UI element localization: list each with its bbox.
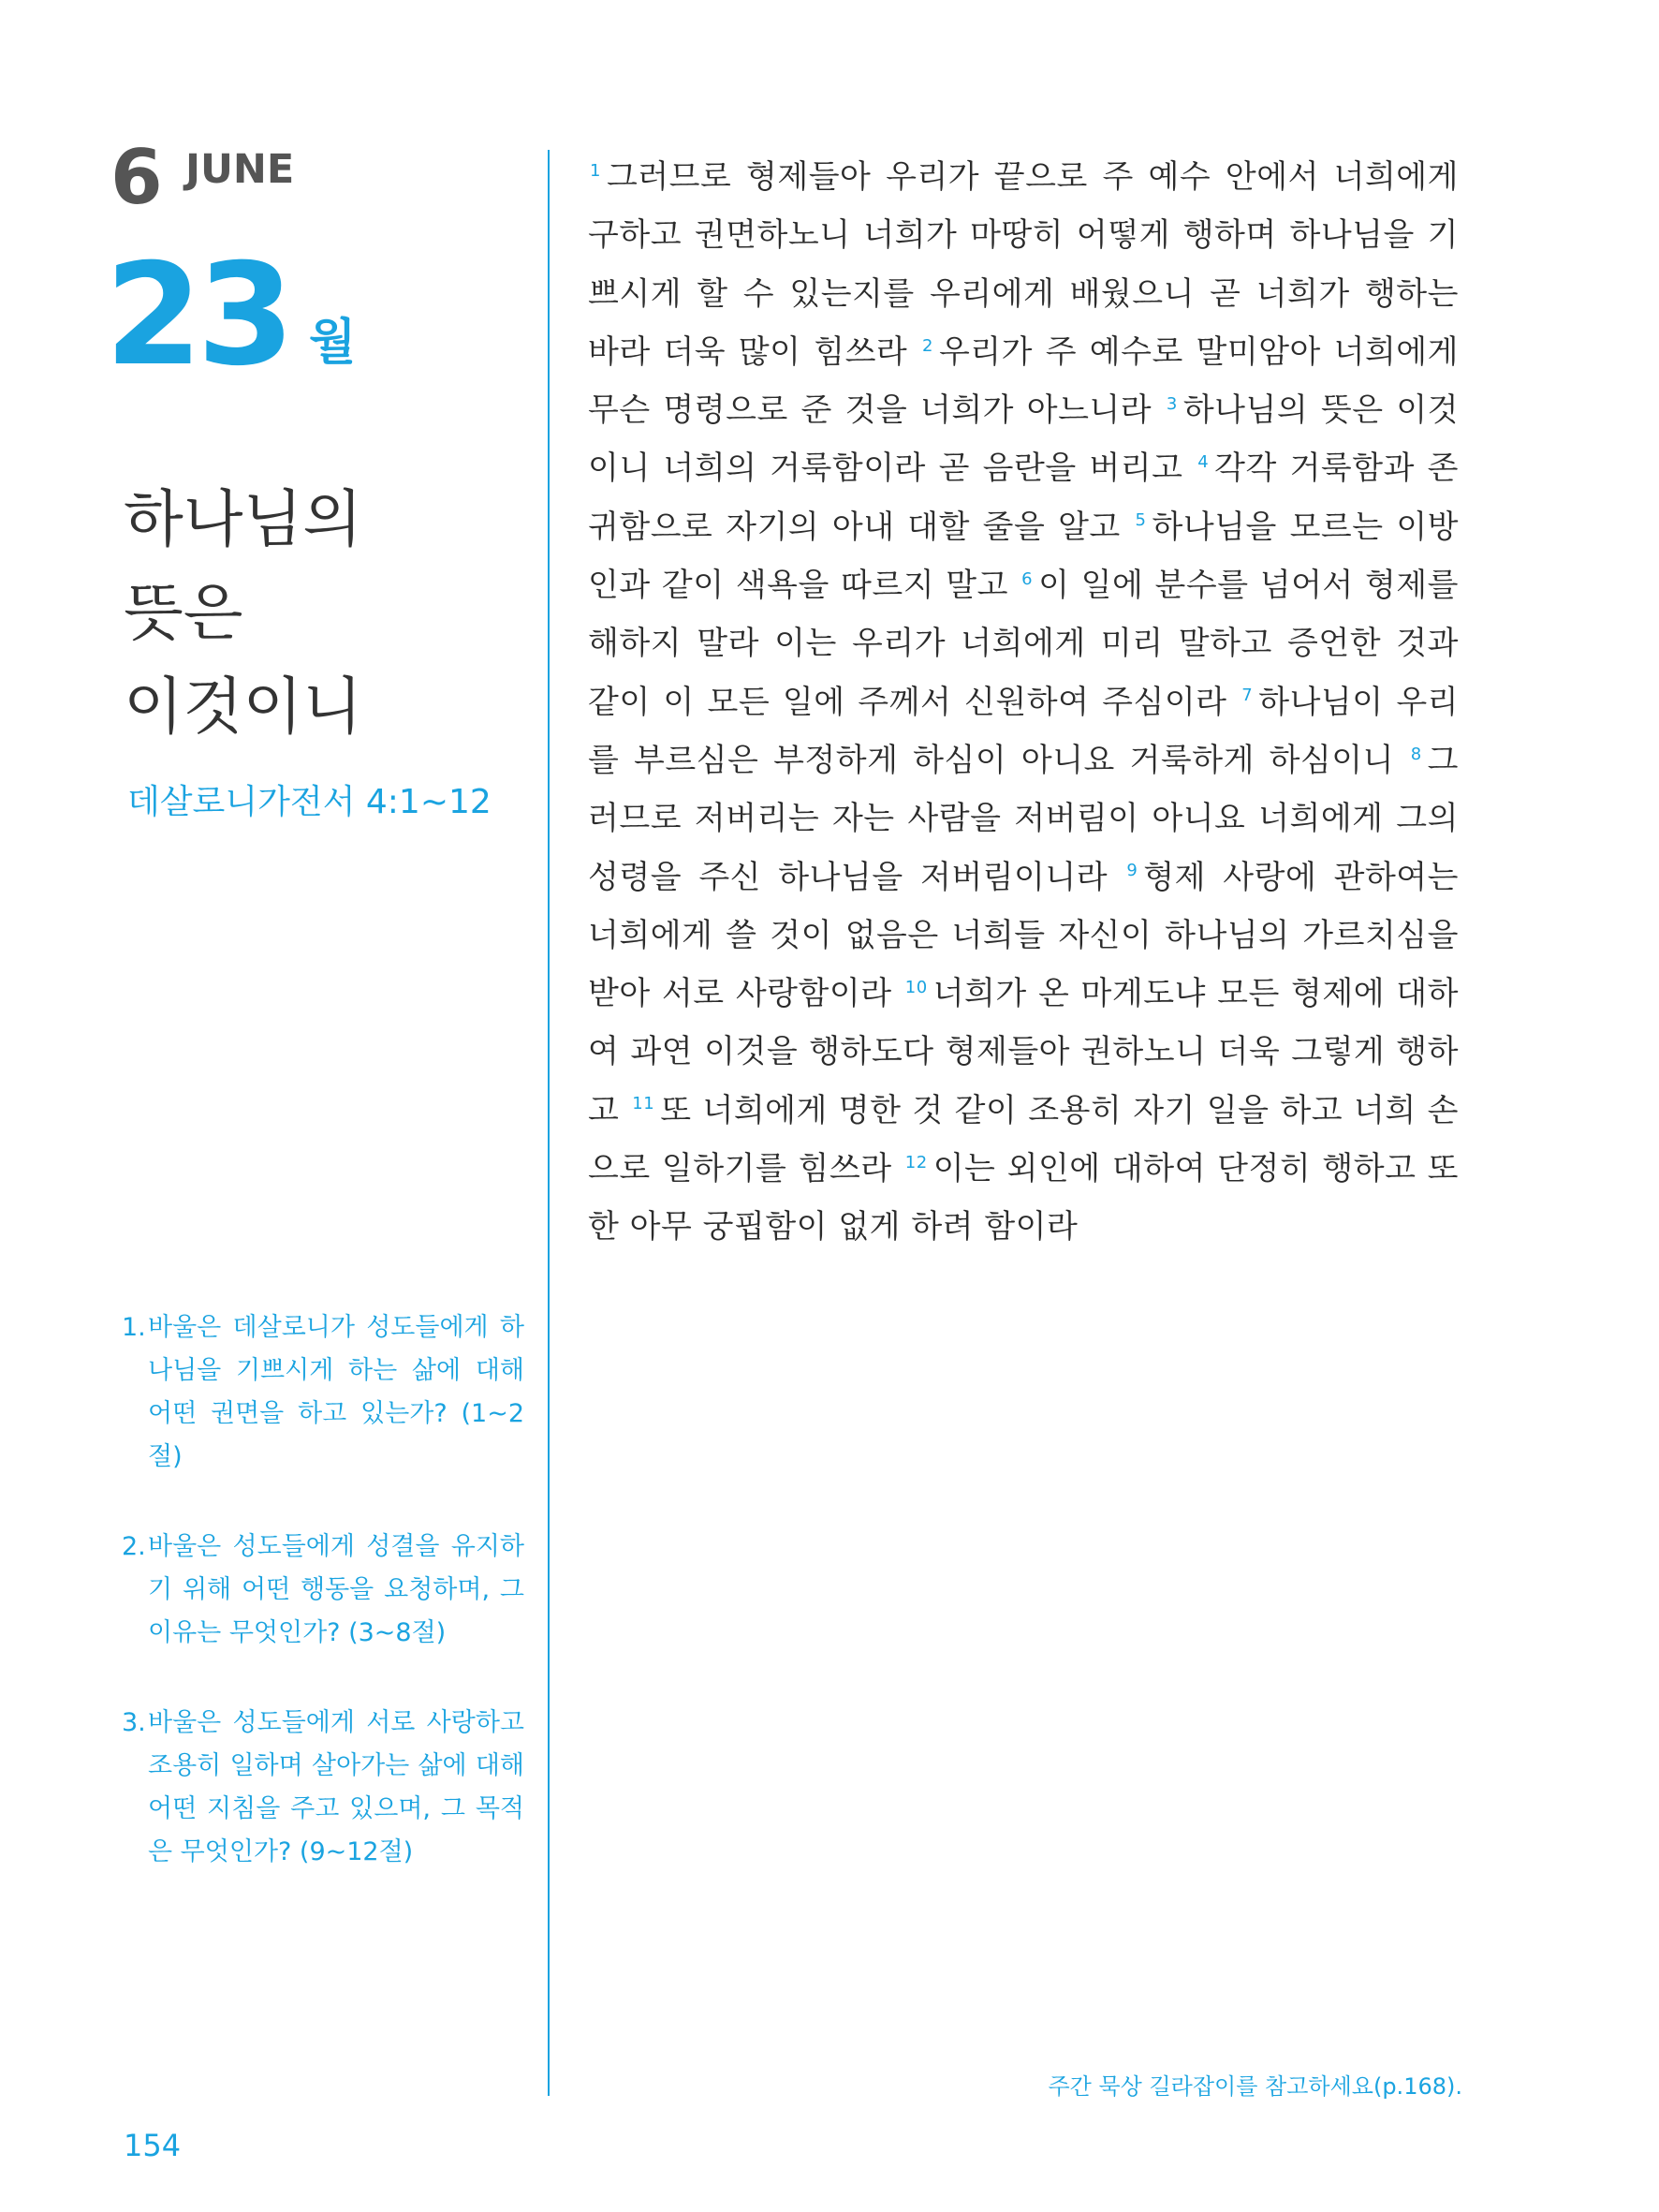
question-list: [122, 1306, 524, 1921]
column-divider: [548, 150, 550, 2096]
day-number: 23: [105, 234, 289, 397]
question-text: 바울은 데살로니가 성도들에게 하나님을 기쁘시게 하는 삶에 대해 어떤 권면을 하고 있는가? (1~2절): [148, 1313, 524, 1471]
verse-text: 또 너희에게 명한 것 같이 조용히 자기 일을 하고 너희 손으로 일하기를 힘쓰라: [588, 1091, 1459, 1188]
scripture-reference: 데살로니가전서 4:1~12: [127, 783, 492, 821]
title-line: 이것이니: [124, 671, 363, 743]
verse-text: 이는 외인에 대하여 단정히 행하고 또한 아무 궁핍함이 없게 하려 함이라: [588, 1150, 1459, 1246]
verse-text: 하나님이 우리를 부르심은 부정하게 하심이 아니요 거룩하게 하심이니: [588, 683, 1460, 779]
verse-text: 하나님을 모르는 이방인과 같이 색욕을 따르지 말고: [588, 508, 1460, 605]
page-title: [124, 473, 536, 754]
question-number: 3.: [122, 1708, 146, 1737]
question-item: [122, 1702, 524, 1874]
verse-text: 그러므로 형제들아 우리가 끝으로 주 예수 안에서 너희에게 구하고 권면하노니 너희가 마땅히 어떻게 행하며 하나님을 기쁘시게 할 수 있는지를 우리에게 배웠으니 곧 너희가 행하는 바라 더욱 많이 힘쓰라: [588, 158, 1459, 371]
question-number: 2.: [122, 1532, 146, 1561]
verse-text: 형제 사랑에 관하여는 너희에게 쓸 것이 없음은 너희들 자신이 하나님의 가르치심을 받아 서로 사랑함이라: [588, 858, 1459, 1013]
verse-text: 우리가 주 예수로 말미암아 너희에게 무슨 명령으로 준 것을 너희가 아느니라: [588, 332, 1459, 430]
question-item: [122, 1526, 524, 1655]
verse-text: 하나님의 뜻은 이것이니 너희의 거룩함이라 곧 음란을 버리고: [588, 391, 1460, 488]
footnote: 주간 묵상 길라잡이를 참고하세요(p.168).: [1048, 2073, 1462, 2100]
question-text: 바울은 성도들에게 성결을 유지하기 위해 어떤 행동을 요청하며, 그 이유는 무엇인가? (3~8절): [148, 1532, 524, 1647]
verse-text: 그러므로 저버리는 자는 사람을 저버림이 아니요 너희에게 그의 성령을 주신 하나님을 저버림이니라: [588, 741, 1459, 896]
question-item: [122, 1306, 524, 1479]
question-number: 1.: [122, 1313, 146, 1342]
page-number: 154: [124, 2128, 182, 2163]
question-text: 바울은 성도들에게 서로 사랑하고 조용히 일하며 살아가는 삶에 대해 어떤 지침을 주고 있으며, 그 목적은 무엇인가? (9~12절): [148, 1708, 524, 1866]
verse-text: 이 일에 분수를 넘어서 형제를 해하지 말라 이는 우리가 너희에게 미리 말하고 증언한 것과 같이 이 모든 일에 주께서 신원하여 주심이라: [588, 567, 1459, 721]
title-line: 하나님의: [124, 483, 363, 555]
month-number: 6: [110, 134, 163, 221]
month-name: JUNE: [185, 146, 295, 193]
title-line: 뜻은: [124, 577, 243, 649]
day-suffix: 월: [309, 315, 357, 371]
verse-text: 너희가 온 마게도냐 모든 형제에 대하여 과연 이것을 행하도다 형제들아 권하노니 더욱 그렇게 행하고: [588, 975, 1459, 1129]
verse-text: 각각 거룩함과 존귀함으로 자기의 아내 대할 줄을 알고: [588, 450, 1460, 546]
scripture-passage: 1 그러므로 형제들아 우리가 끝으로 주 예수 안에서 너희에게 구하고 권면하노니 너희가 마땅히 어떻게 행하며 하나님을 기쁘시게 할 수 있는지를 우리에게 배웠으니 곧 너희가 행하는 바라 더욱 많이 힘쓰라 2 우리가 주 예수로 말미암아 너희에게 무슨 명령으로 준 것을 너희가 아느니라 3 하나님의 뜻은 이것이니 너희의 거룩함이라 곧 음란을 버리고 4 각각 거룩함과 존귀함으로 자기의 아내 대할 줄을 알고 5 하나님을 모르는 이방인과 같이 색욕을 따르지 말고 6 이 일에 분수를 넘어서 형제를 해하지 말라 이는 우리가 너희에게 미리 말하고 증언한 것과 같이 이 모든 일에 주께서 신원하여 주심이라 7 하나님이 우리를 부르심은 부정하게 하심이 아니요 거룩하게 하심이니 8 그러므로 저버리는 자는 사람을 저버림이 아니요 너희에게 그의 성령을 주신 하나님을 저버림이니라 9 형제 사랑에 관하여는 너희에게 쓸 것이 없음은 너희들 자신이 하나님의 가르치심을 받아 서로 사랑함이라 10 너희가 온 마게도냐 모든 형제에 대하여 과연 이것을 행하도다 형제들아 권하노니 더욱 그렇게 행하고 11 또 너희에게 명한 것 같이 조용히 자기 일을 하고 너희 손으로 일하기를 힘쓰라 12 이는 외인에 대하여 단정히 행하고 또한 아무 궁핍함이 없게 하려 함이라: [588, 158, 1460, 1246]
